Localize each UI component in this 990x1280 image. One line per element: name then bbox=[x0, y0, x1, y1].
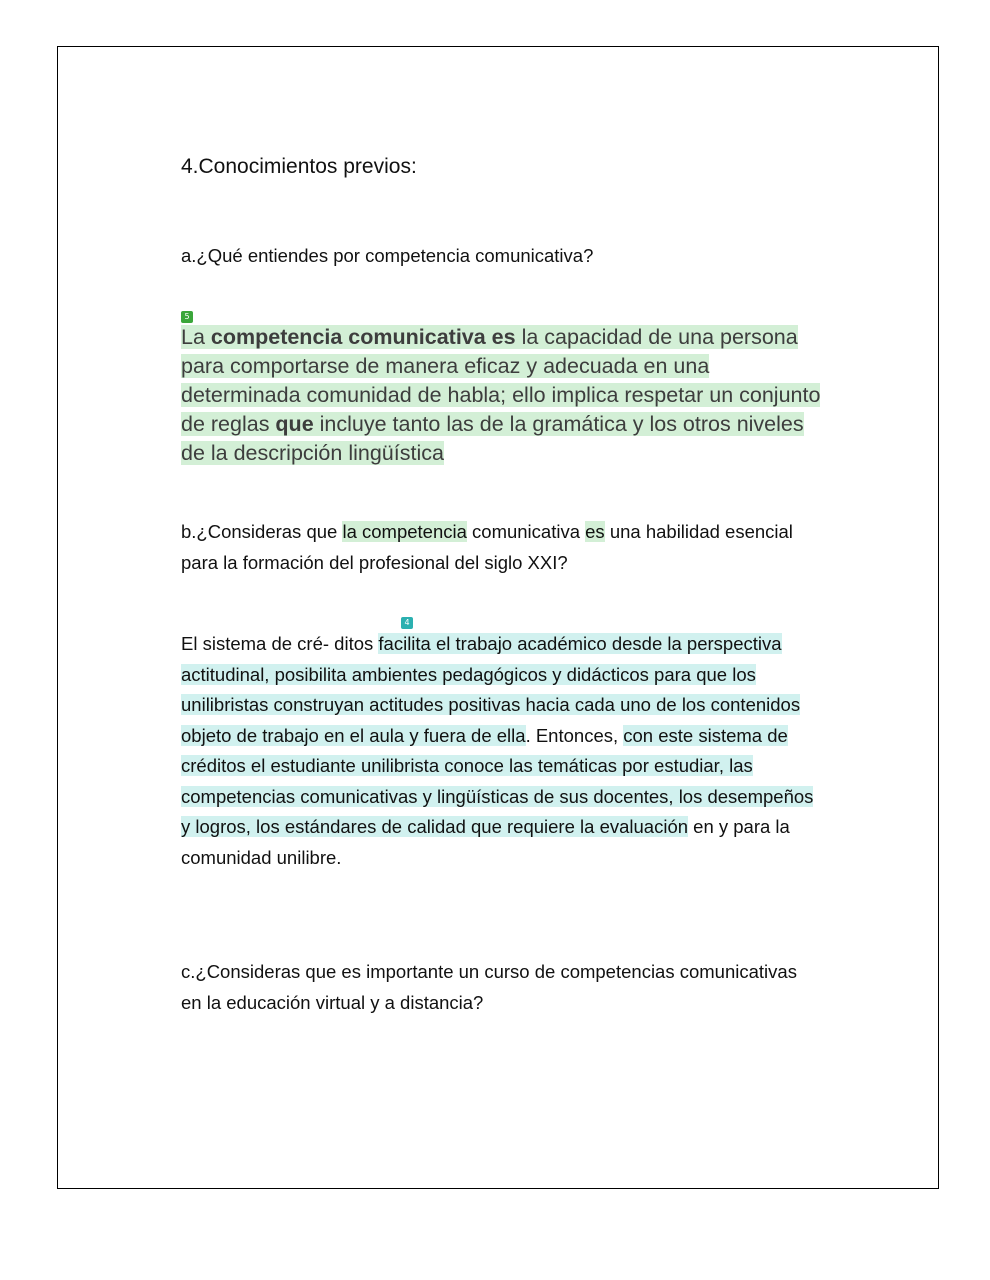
answer-a bbox=[181, 323, 821, 468]
highlighted-text-2[interactable]: con este sistema de créditos el estudiante unilibrista conoce las temáticas por estudiar, las competencias comunicativas y lingüísticas de sus docentes, los desempeños y logros, los estándares de calidad que requiere la evaluación bbox=[181, 724, 814, 837]
highlighted-text[interactable]: La competencia comunicativa es la capacidad de una persona para comportarse de manera eficaz y adecuada en una determinada comunidad de habla; ello implica respetar un conjunto de reglas que incluye tanto las de la gramática y los otros niveles de la descripción lingüística bbox=[181, 325, 821, 465]
answer-b: El sistema de cré- ditos facilita el trabajo académico desde la perspectiva actitudinal, posibilita ambientes pedagógicos y didácticos para que los unilibristas construyan actitudes positivas hacia cada uno de los contenidos objeto de trabajo en el aula y fuera de ella. Entonces, con este sistema de créditos el estudiante unilibrista conoce las temáticas por estudiar, las competencias comunicativas y lingüísticas de sus docentes, los desempeños y logros, los estándares de calidad que requiere la evaluación en y para la comunidad unilibre. bbox=[181, 633, 814, 868]
highlighted-text-1[interactable]: facilita el trabajo académico desde la perspectiva actitudinal, posibilita ambientes pedagógicos y didácticos para que los unilibristas construyan actitudes positivas hacia cada uno de los contenidos objeto de trabajo en el aula y fuera de ella bbox=[181, 633, 801, 746]
section-title: 4.Conocimientos previos: bbox=[181, 155, 417, 178]
question-a: a.¿Qué entiendes por competencia comunicativa? bbox=[181, 245, 594, 266]
annotation-tag-5[interactable]: 5 bbox=[181, 311, 193, 323]
question-b: b.¿Consideras que la competencia comunicativa es una habilidad esencial para la formación del profesional del siglo XXI? bbox=[181, 521, 793, 573]
annotation-tag-4[interactable]: 4 bbox=[401, 617, 413, 629]
question-c: c.¿Consideras que es importante un curso de competencias comunicativas en la educación virtual y a distancia? bbox=[181, 961, 797, 1013]
highlight-es[interactable]: es bbox=[585, 521, 605, 542]
highlight-la-competencia[interactable]: la competencia bbox=[342, 521, 467, 542]
document-page bbox=[57, 46, 939, 1189]
